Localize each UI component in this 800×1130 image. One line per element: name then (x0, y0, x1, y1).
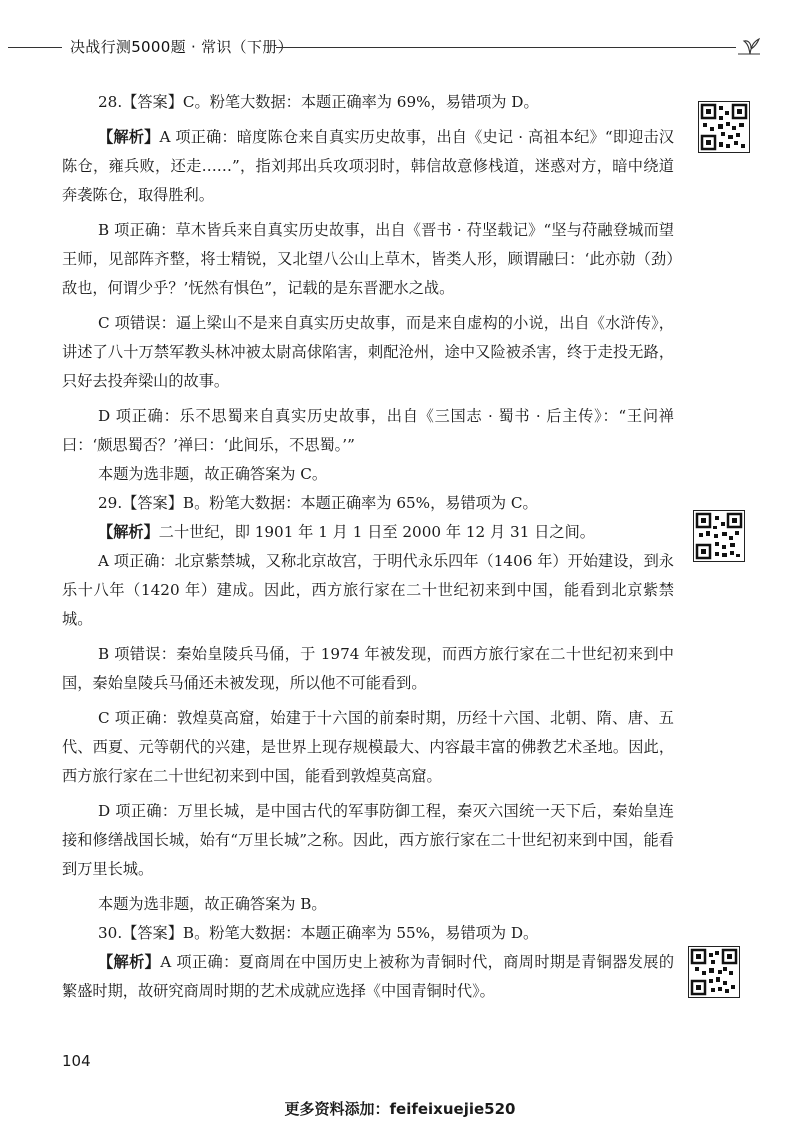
option-c-28: C 项错误：逼上梁山不是来自真实历史故事，而是来自虚构的小说，出自《水浒传》，讲述了八十万禁军教头林冲被太尉高俅陷害，刺配沧州，途中又险被杀害，终于走投无路，只好去投奔梁山的故事。 (62, 314, 674, 390)
running-header (8, 34, 760, 60)
option-b-29: B 项错误：秦始皇陵兵马俑，于 1974 年被发现，而西方旅行家在二十世纪初来到中国，秦始皇陵兵马俑还未被发现，所以他不可能看到。 (62, 645, 674, 692)
option-b-28: B 项正确：草木皆兵来自真实历史故事，出自《晋书 · 苻坚载记》“坚与苻融登城而望王师，见部阵齐整，将士精锐，又北望八公山上草木，皆类人形，顾谓融曰：‘此亦勍（劲）敌也，何谓少乎？’怃然有惧色”，记载的是东晋淝水之战。 (62, 221, 674, 297)
qr-code-icon[interactable] (688, 946, 740, 998)
header-rule-right (276, 47, 736, 48)
page-number: 104 (62, 1052, 91, 1070)
qr-code-icon[interactable] (698, 101, 750, 153)
answer-explanations (62, 88, 674, 1006)
option-d-29: D 项正确：万里长城，是中国古代的军事防御工程，秦灭六国统一天下后，秦始皇连接和修缮战国长城，始有“万里长城”之称。因此，西方旅行家在二十世纪初来到中国，能看到万里长城。 (62, 802, 674, 878)
qr-code-graphic (689, 947, 739, 997)
conclusion-28: 本题为选非题，故正确答案为 C。 (98, 465, 328, 483)
header-title: 决战行测5000题 · 常识（下册） (70, 38, 293, 56)
footer-contact-note: 更多资料添加：feifeixuejie520 (284, 1100, 516, 1118)
answer-29-line: 29.【答案】B。粉笔大数据：本题正确率为 65%，易错项为 C。 (98, 494, 538, 512)
qr-code-icon[interactable] (693, 510, 745, 562)
option-d-28: D 项正确：乐不思蜀来自真实历史故事，出自《三国志 · 蜀书 · 后主传》：“王问禅曰：‘颇思蜀否？’禅曰：‘此间乐，不思蜀。’” (62, 407, 674, 454)
header-rule-left (8, 47, 62, 48)
qr-code-graphic (699, 102, 749, 152)
analysis-30: 【解析】A 项正确：夏商周在中国历史上被称为青铜时代，商周时期是青铜器发展的繁盛时期，故研究商周时期的艺术成就应选择《中国青铜时代》。 (62, 953, 675, 1000)
sprout-leaf-icon (736, 34, 764, 58)
option-a-29: A 项正确：北京紫禁城，又称北京故宫，于明代永乐四年（1406 年）开始建设，到永乐十八年（1420 年）建成。因此，西方旅行家在二十世纪初来到中国，能看到北京紫禁城。 (62, 552, 674, 628)
answer-28-line: 28.【答案】C。粉笔大数据：本题正确率为 69%，易错项为 D。 (98, 93, 539, 111)
analysis-29: 【解析】二十世纪，即 1901 年 1 月 1 日至 2000 年 12 月 31 日之间。 (98, 523, 595, 541)
conclusion-29: 本题为选非题，故正确答案为 B。 (98, 895, 327, 913)
option-c-29: C 项正确：敦煌莫高窟，始建于十六国的前秦时期，历经十六国、北朝、隋、唐、五代、西夏、元等朝代的兴建，是世界上现存规模最大、内容最丰富的佛教艺术圣地。因此，西方旅行家在二十世纪初来到中国，能看到敦煌莫高窟。 (62, 709, 674, 785)
answer-30-line: 30.【答案】B。粉笔大数据：本题正确率为 55%，易错项为 D。 (98, 924, 539, 942)
qr-code-graphic (694, 511, 744, 561)
analysis-28: 【解析】A 项正确：暗度陈仓来自真实历史故事，出自《史记 · 高祖本纪》“即迎击汉陈仓，雍兵败，还走……”，指刘邦出兵攻项羽时，韩信故意修栈道，迷惑对方，暗中绕道奔袭陈仓，取得胜利。 (62, 128, 675, 204)
